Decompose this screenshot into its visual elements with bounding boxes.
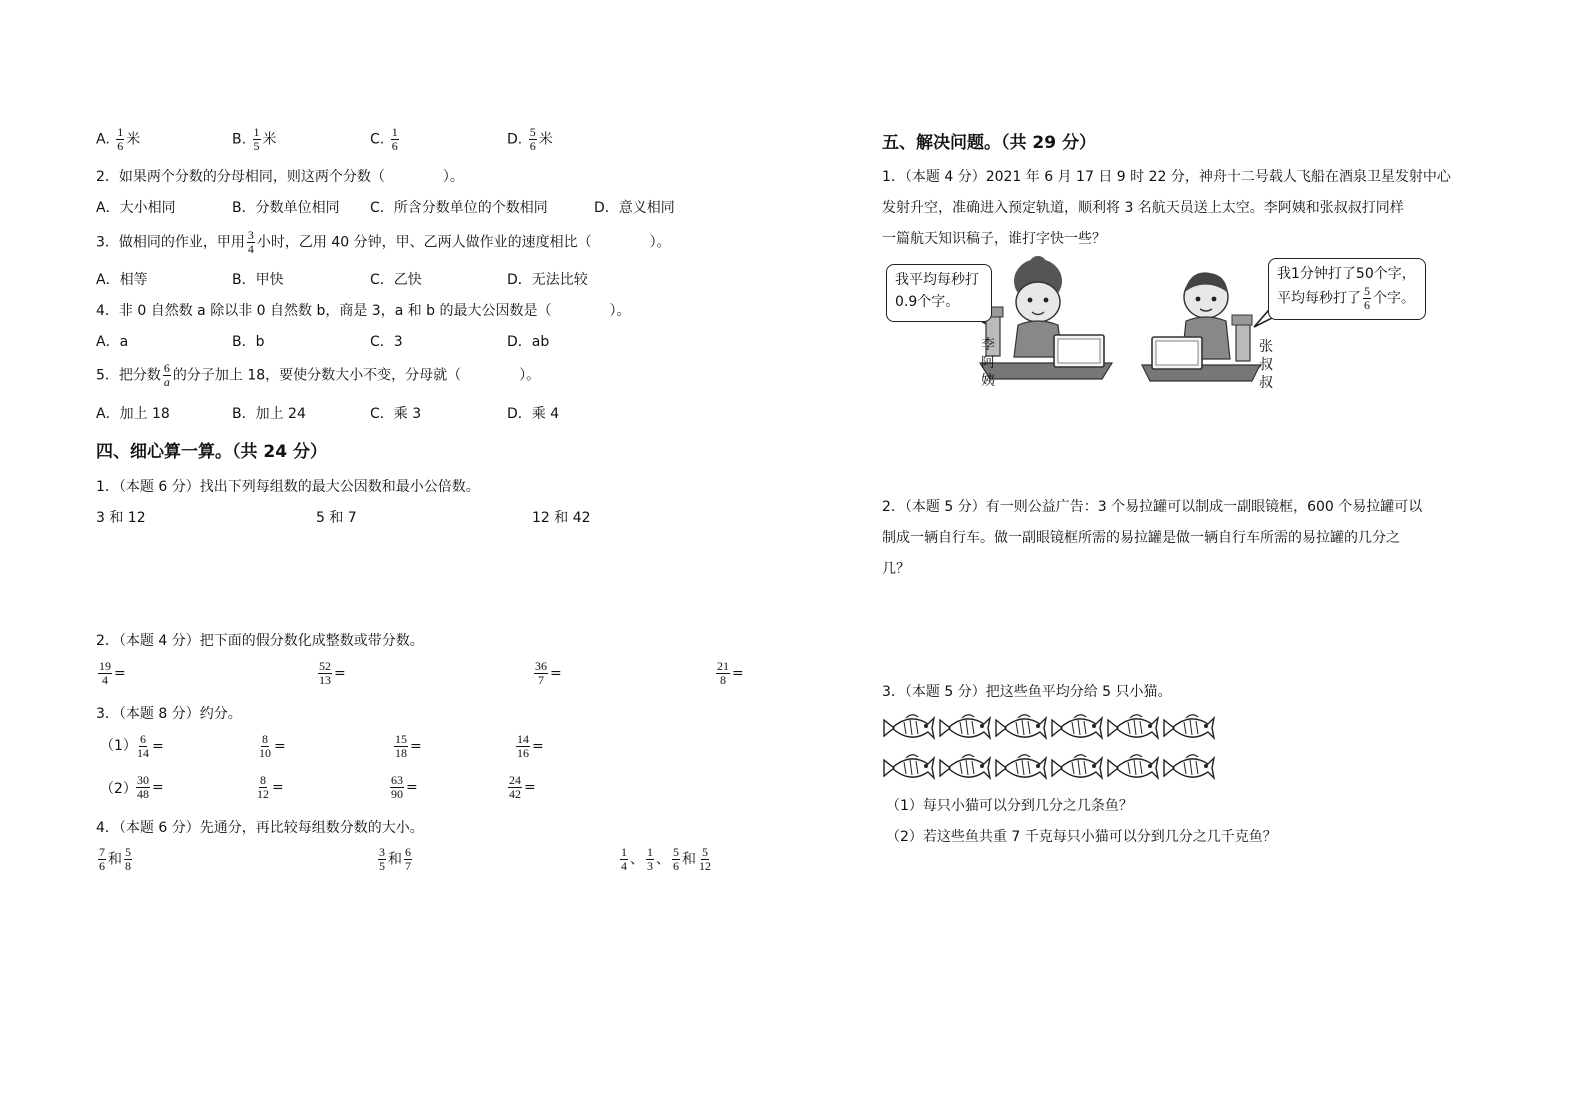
q1-option-c: C. $\frac{1}{6}$ (370, 125, 398, 153)
s4-q3-r1-3: $\frac{15}{18}$ = (395, 732, 422, 760)
q3-option-a: A．相等 (96, 272, 148, 288)
fish-icon (1108, 715, 1158, 738)
q3-option-b: B．甲快 (232, 272, 284, 288)
fish-icon (1108, 755, 1158, 778)
woman-figure (980, 256, 1112, 379)
name-zhang-shushu: 张 叔 叔 (1259, 339, 1273, 391)
fish-icon (940, 715, 990, 738)
fraction: $\frac{5}{12}$ (699, 845, 711, 873)
s4-q2-item-4: $\frac{21}{8}$ = (717, 659, 744, 687)
s5-q3-stem: 3．（本题 5 分）把这些鱼平均分给 5 只小猫。 (882, 684, 1172, 700)
fraction: $\frac{5}{6}$ (673, 845, 679, 873)
fish-icon (1052, 715, 1102, 738)
q5-option-b: B．加上 24 (232, 406, 306, 422)
s4-q3-row1-label: （1） (100, 738, 137, 754)
fish-icon (1052, 755, 1102, 778)
q5-stem: 5．把分数 $\frac{6}{a}$ 的分子加上 18，要使分数大小不变，分母就（ ）。 (96, 361, 541, 389)
fraction: $\frac{3}{4}$ (247, 228, 254, 256)
fraction: $\frac{52}{13}$ (319, 659, 331, 687)
s5-q1-line-3: 一篇航天知识稿子，谁打字快一些？ (882, 231, 1106, 247)
s4-q4-stem: 4．（本题 6 分）先通分，再比较每组数分数的大小。 (96, 820, 424, 836)
s4-q3-r1-4: $\frac{14}{16}$ = (517, 732, 544, 760)
s5-q3-sub-2: （2）若这些鱼共重 7 千克每只小猫可以分到几分之几千克鱼？ (886, 829, 1277, 845)
s4-q2-item-2: $\frac{52}{13}$ = (319, 659, 346, 687)
s4-q3-r2-2: $\frac{8}{12}$ = (257, 773, 284, 801)
q3-option-c: C．乙快 (370, 272, 422, 288)
fish-icon (1164, 715, 1214, 738)
fish-icon (996, 755, 1046, 778)
s4-q1-group-1: 3 和 12 (96, 510, 146, 526)
fraction: $\frac{24}{42}$ (509, 773, 521, 801)
fraction: $\frac{1}{3}$ (647, 845, 653, 873)
s4-q1-group-3: 12 和 42 (532, 510, 591, 526)
s4-q3-stem: 3．（本题 8 分）约分。 (96, 706, 242, 722)
fraction: $\frac{21}{8}$ (717, 659, 729, 687)
s4-q3-r2-3: $\frac{63}{90}$ = (391, 773, 418, 801)
s4-q4-group-3: $\frac{1}{4}$ 、 $\frac{1}{3}$ 、 $\frac{5}{6}$ 和 $\frac{5}{12}$ (621, 845, 711, 873)
q5-option-a: A．加上 18 (96, 406, 170, 422)
fraction: $\frac{63}{90}$ (391, 773, 403, 801)
q5-option-d: D．乘 4 (507, 406, 560, 422)
fraction: $\frac{15}{18}$ (395, 732, 407, 760)
fraction: $\frac{1}{6}$ (391, 125, 398, 153)
fish-icon (996, 715, 1046, 738)
fraction: $\frac{30}{48}$ (137, 773, 149, 801)
fraction: $\frac{36}{7}$ (535, 659, 547, 687)
q3-stem: 3．做相同的作业，甲用 $\frac{3}{4}$ 小时，乙用 40 分钟，甲、乙两人做作业的速度相比（ ）。 (96, 228, 671, 256)
s4-q1-group-2: 5 和 7 (316, 510, 357, 526)
s5-q2-line-2: 制成一辆自行车。做一副眼镜框所需的易拉罐是做一辆自行车所需的易拉罐的几分之 (882, 530, 1400, 546)
fraction: $\frac{19}{4}$ (99, 659, 111, 687)
s4-q3-r1-1: $\frac{6}{14}$ = (137, 732, 164, 760)
fraction: $\frac{6}{a}$ (163, 361, 170, 389)
s4-q2-item-1: $\frac{19}{4}$ = (99, 659, 126, 687)
fraction: $\frac{8}{10}$ (259, 732, 271, 760)
fish-icon (884, 755, 934, 778)
q4-option-b: B．b (232, 334, 265, 350)
fish-icon (884, 715, 934, 738)
fraction: $\frac{3}{5}$ (379, 845, 385, 873)
fraction: $\frac{5}{8}$ (125, 845, 131, 873)
s5-q2-line-3: 几？ (882, 561, 910, 577)
s5-q1-line-1: 1．（本题 4 分）2021 年 6 月 17 日 9 时 22 分，神舟十二号载人飞船在酒泉卫星发射中心 (882, 169, 1451, 185)
q4-option-d: D．ab (507, 334, 550, 350)
fish-icon (1164, 755, 1214, 778)
fraction: $\frac{1}{4}$ (621, 845, 627, 873)
fraction: $\frac{8}{12}$ (257, 773, 269, 801)
s4-q2-item-3: $\frac{36}{7}$ = (535, 659, 562, 687)
q5-option-c: C．乘 3 (370, 406, 422, 422)
q4-stem: 4．非 0 自然数 a 除以非 0 自然数 b，商是 3，a 和 b 的最大公因数是（ ）。 (96, 303, 631, 319)
q1-option-b: B. $\frac{1}{5}$ 米 (232, 125, 277, 153)
fraction: $\frac{5}{6}$ (529, 125, 536, 153)
fish-group (880, 708, 1220, 786)
s5-q1-line-2: 发射升空，准确进入预定轨道，顺利将 3 名航天员送上太空。李阿姨和张叔叔打同样 (882, 200, 1404, 216)
fraction: $\frac{6}{14}$ (137, 732, 149, 760)
fraction: $\frac{6}{7}$ (405, 845, 411, 873)
s4-q1-stem: 1．（本题 6 分）找出下列每组数的最大公因数和最小公倍数。 (96, 479, 480, 495)
s4-q3-r1-2: $\frac{8}{10}$ = (259, 732, 286, 760)
q4-option-a: A．a (96, 334, 129, 350)
q2-stem: 2．如果两个分数的分母相同，则这两个分数（ ）。 (96, 169, 464, 185)
fraction: $\frac{1}{5}$ (253, 125, 260, 153)
s4-q3-r2-1: $\frac{30}{48}$ = (137, 773, 164, 801)
q2-option-c: C．所含分数单位的个数相同 (370, 200, 548, 216)
q1-option-d: D. $\frac{5}{6}$ 米 (507, 125, 553, 153)
fraction: $\frac{5}{6}$ (1364, 284, 1370, 312)
speech-bubble-right: 我1分钟打了50个字， 平均每秒打了 $\frac{5}{6}$ 个字。 (1268, 258, 1426, 320)
q2-option-d: D．意义相同 (594, 200, 675, 216)
fraction: $\frac{1}{6}$ (117, 125, 124, 153)
s4-q3-r2-4: $\frac{24}{42}$ = (509, 773, 536, 801)
s4-q2-stem: 2．（本题 4 分）把下面的假分数化成整数或带分数。 (96, 633, 424, 649)
man-figure (1142, 272, 1260, 381)
q2-option-b: B．分数单位相同 (232, 200, 340, 216)
q4-option-c: C．3 (370, 334, 403, 350)
fish-icon (940, 755, 990, 778)
fraction: $\frac{7}{6}$ (99, 845, 105, 873)
s5-q3-sub-1: （1）每只小猫可以分到几分之几条鱼？ (886, 798, 1133, 814)
speech-bubble-left: 我平均每秒打 0.9个字。 (886, 264, 992, 322)
q1-option-a: A. $\frac{1}{6}$ 米 (96, 125, 141, 153)
section-5-title: 五、解决问题。（共 29 分） (882, 133, 1096, 153)
fraction: $\frac{14}{16}$ (517, 732, 529, 760)
s4-q4-group-1: $\frac{7}{6}$ 和 $\frac{5}{8}$ (99, 845, 131, 873)
q3-option-d: D．无法比较 (507, 272, 588, 288)
q2-option-a: A．大小相同 (96, 200, 176, 216)
s4-q3-row2-label: （2） (100, 781, 137, 797)
name-li-ayi: 李 阿 姨 (981, 337, 995, 389)
s4-q4-group-2: $\frac{3}{5}$ 和 $\frac{6}{7}$ (379, 845, 411, 873)
section-4-title: 四、细心算一算。（共 24 分） (96, 442, 327, 462)
s5-q2-line-1: 2．（本题 5 分）有一则公益广告：3 个易拉罐可以制成一副眼镜框，600 个易拉罐可以 (882, 499, 1423, 515)
